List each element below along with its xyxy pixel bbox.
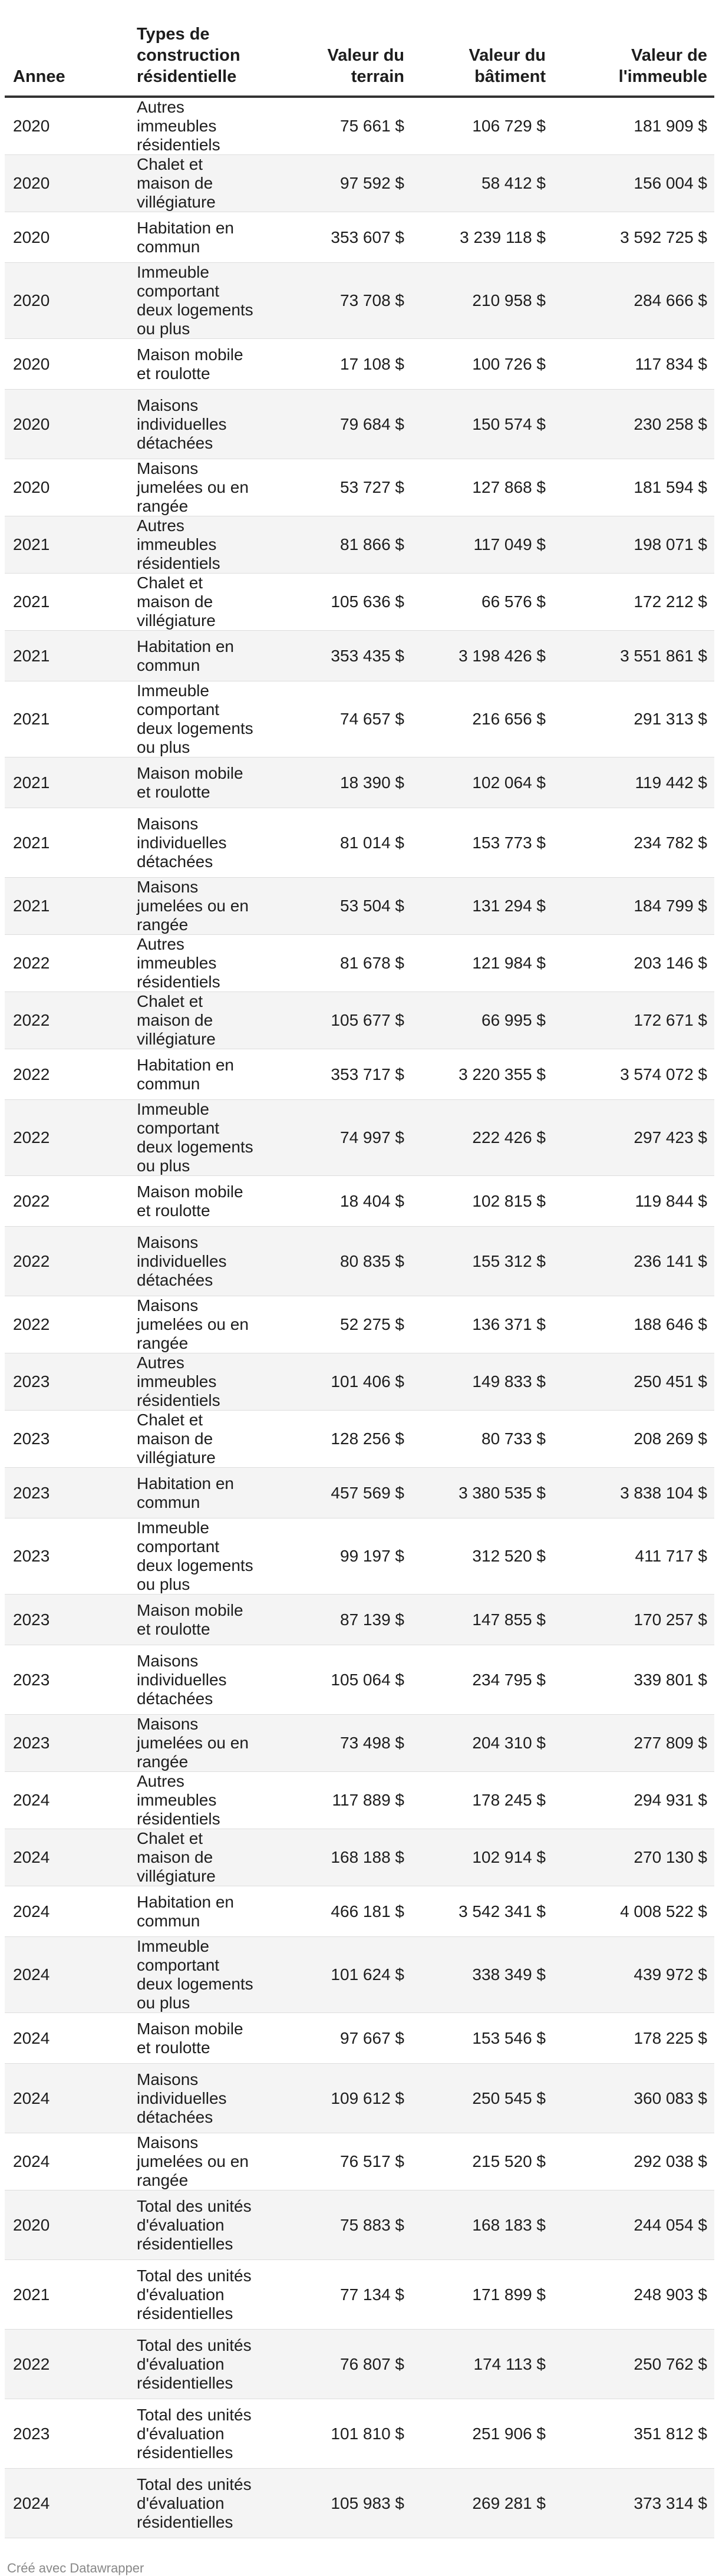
table-row bbox=[5, 212, 714, 263]
cell-land-value: 457 569 $ bbox=[264, 1468, 411, 1518]
cell-land-value: 101 624 $ bbox=[264, 1937, 411, 2013]
cell-land-value: 105 983 $ bbox=[264, 2469, 411, 2538]
cell-type: Habitation en commun bbox=[128, 1886, 264, 1937]
cell-type: Autres immeubles résidentiels bbox=[128, 935, 264, 992]
cell-land-value: 73 498 $ bbox=[264, 1715, 411, 1772]
cell-type: Autres immeubles résidentiels bbox=[128, 516, 264, 574]
table-row bbox=[5, 631, 714, 681]
data-table bbox=[5, 24, 714, 2538]
cell-year: 2022 bbox=[5, 1296, 128, 1353]
cell-year: 2023 bbox=[5, 1595, 128, 1645]
cell-total-value: 236 141 $ bbox=[553, 1227, 714, 1296]
cell-building-value: 168 183 $ bbox=[411, 2190, 553, 2260]
cell-type: Chalet et maison de villégiature bbox=[128, 1411, 264, 1468]
cell-land-value: 109 612 $ bbox=[264, 2064, 411, 2133]
cell-year: 2020 bbox=[5, 212, 128, 263]
table-row bbox=[5, 263, 714, 339]
table-row bbox=[5, 339, 714, 390]
cell-type: Total des unités d'évaluation résidentielles bbox=[128, 2190, 264, 2260]
cell-total-value: 297 423 $ bbox=[553, 1100, 714, 1176]
table-row bbox=[5, 1715, 714, 1772]
cell-building-value: 204 310 $ bbox=[411, 1715, 553, 1772]
cell-type: Chalet et maison de villégiature bbox=[128, 574, 264, 631]
cell-total-value: 351 812 $ bbox=[553, 2399, 714, 2469]
table-row bbox=[5, 390, 714, 459]
table-row bbox=[5, 1176, 714, 1227]
cell-land-value: 73 708 $ bbox=[264, 263, 411, 339]
cell-type: Maisons individuelles détachées bbox=[128, 2064, 264, 2133]
cell-total-value: 203 146 $ bbox=[553, 935, 714, 992]
cell-year: 2024 bbox=[5, 1829, 128, 1886]
cell-type: Habitation en commun bbox=[128, 631, 264, 681]
cell-building-value: 3 380 535 $ bbox=[411, 1468, 553, 1518]
cell-land-value: 18 390 $ bbox=[264, 757, 411, 808]
cell-year: 2022 bbox=[5, 935, 128, 992]
cell-year: 2021 bbox=[5, 878, 128, 935]
cell-type: Maisons individuelles détachées bbox=[128, 390, 264, 459]
cell-year: 2020 bbox=[5, 339, 128, 390]
cell-land-value: 75 661 $ bbox=[264, 97, 411, 155]
cell-land-value: 74 657 $ bbox=[264, 681, 411, 757]
table-row bbox=[5, 1411, 714, 1468]
cell-building-value: 147 855 $ bbox=[411, 1595, 553, 1645]
cell-type: Maisons jumelées ou en rangée bbox=[128, 2133, 264, 2190]
cell-land-value: 128 256 $ bbox=[264, 1411, 411, 1468]
cell-year: 2024 bbox=[5, 2064, 128, 2133]
table-row bbox=[5, 2133, 714, 2190]
cell-type: Autres immeubles résidentiels bbox=[128, 1772, 264, 1829]
cell-total-value: 339 801 $ bbox=[553, 1645, 714, 1715]
cell-year: 2023 bbox=[5, 1353, 128, 1411]
cell-year: 2023 bbox=[5, 1411, 128, 1468]
table-row bbox=[5, 2469, 714, 2538]
cell-type: Chalet et maison de villégiature bbox=[128, 1829, 264, 1886]
cell-type: Habitation en commun bbox=[128, 1049, 264, 1100]
cell-building-value: 171 899 $ bbox=[411, 2260, 553, 2330]
cell-total-value: 284 666 $ bbox=[553, 263, 714, 339]
table-row bbox=[5, 1227, 714, 1296]
cell-type: Maisons jumelées ou en rangée bbox=[128, 1715, 264, 1772]
cell-year: 2023 bbox=[5, 1645, 128, 1715]
cell-total-value: 170 257 $ bbox=[553, 1595, 714, 1645]
cell-land-value: 76 807 $ bbox=[264, 2330, 411, 2399]
table-row bbox=[5, 1595, 714, 1645]
cell-total-value: 184 799 $ bbox=[553, 878, 714, 935]
cell-type: Maisons individuelles détachées bbox=[128, 1645, 264, 1715]
cell-land-value: 353 607 $ bbox=[264, 212, 411, 263]
cell-land-value: 53 727 $ bbox=[264, 459, 411, 516]
table-row bbox=[5, 1353, 714, 1411]
cell-year: 2020 bbox=[5, 2190, 128, 2260]
cell-land-value: 97 592 $ bbox=[264, 155, 411, 212]
cell-building-value: 100 726 $ bbox=[411, 339, 553, 390]
cell-total-value: 4 008 522 $ bbox=[553, 1886, 714, 1937]
cell-type: Immeuble comportant deux logements ou plus bbox=[128, 1100, 264, 1176]
header-land-value[interactable]: Valeur du terrain bbox=[264, 24, 411, 97]
cell-land-value: 81 678 $ bbox=[264, 935, 411, 992]
cell-land-value: 53 504 $ bbox=[264, 878, 411, 935]
cell-building-value: 121 984 $ bbox=[411, 935, 553, 992]
cell-land-value: 80 835 $ bbox=[264, 1227, 411, 1296]
header-row bbox=[5, 24, 714, 97]
cell-land-value: 74 997 $ bbox=[264, 1100, 411, 1176]
table-row bbox=[5, 97, 714, 155]
cell-total-value: 234 782 $ bbox=[553, 808, 714, 878]
cell-year: 2021 bbox=[5, 574, 128, 631]
table-row bbox=[5, 1049, 714, 1100]
cell-land-value: 353 435 $ bbox=[264, 631, 411, 681]
table-header bbox=[5, 24, 714, 97]
table-row bbox=[5, 516, 714, 574]
cell-total-value: 373 314 $ bbox=[553, 2469, 714, 2538]
cell-year: 2024 bbox=[5, 2013, 128, 2064]
cell-total-value: 291 313 $ bbox=[553, 681, 714, 757]
cell-type: Chalet et maison de villégiature bbox=[128, 992, 264, 1049]
cell-total-value: 172 671 $ bbox=[553, 992, 714, 1049]
cell-total-value: 3 592 725 $ bbox=[553, 212, 714, 263]
cell-total-value: 250 762 $ bbox=[553, 2330, 714, 2399]
table-row bbox=[5, 2260, 714, 2330]
cell-building-value: 150 574 $ bbox=[411, 390, 553, 459]
cell-type: Maison mobile et roulotte bbox=[128, 1176, 264, 1227]
cell-building-value: 210 958 $ bbox=[411, 263, 553, 339]
cell-year: 2020 bbox=[5, 390, 128, 459]
cell-year: 2021 bbox=[5, 757, 128, 808]
cell-building-value: 178 245 $ bbox=[411, 1772, 553, 1829]
cell-land-value: 101 810 $ bbox=[264, 2399, 411, 2469]
cell-land-value: 353 717 $ bbox=[264, 1049, 411, 1100]
cell-land-value: 101 406 $ bbox=[264, 1353, 411, 1411]
cell-type: Immeuble comportant deux logements ou plus bbox=[128, 1518, 264, 1595]
cell-year: 2021 bbox=[5, 681, 128, 757]
cell-building-value: 234 795 $ bbox=[411, 1645, 553, 1715]
cell-total-value: 172 212 $ bbox=[553, 574, 714, 631]
cell-type: Habitation en commun bbox=[128, 212, 264, 263]
cell-total-value: 270 130 $ bbox=[553, 1829, 714, 1886]
cell-total-value: 250 451 $ bbox=[553, 1353, 714, 1411]
cell-total-value: 208 269 $ bbox=[553, 1411, 714, 1468]
cell-type: Autres immeubles résidentiels bbox=[128, 1353, 264, 1411]
cell-type: Maisons jumelées ou en rangée bbox=[128, 1296, 264, 1353]
cell-land-value: 18 404 $ bbox=[264, 1176, 411, 1227]
cell-building-value: 58 412 $ bbox=[411, 155, 553, 212]
cell-year: 2022 bbox=[5, 1049, 128, 1100]
cell-type: Maisons jumelées ou en rangée bbox=[128, 878, 264, 935]
table-row bbox=[5, 1100, 714, 1176]
cell-building-value: 3 239 118 $ bbox=[411, 212, 553, 263]
table-row bbox=[5, 992, 714, 1049]
cell-building-value: 155 312 $ bbox=[411, 1227, 553, 1296]
cell-year: 2021 bbox=[5, 808, 128, 878]
cell-land-value: 168 188 $ bbox=[264, 1829, 411, 1886]
cell-building-value: 215 520 $ bbox=[411, 2133, 553, 2190]
cell-land-value: 76 517 $ bbox=[264, 2133, 411, 2190]
header-year[interactable]: Annee bbox=[5, 24, 128, 97]
cell-type: Maison mobile et roulotte bbox=[128, 757, 264, 808]
cell-building-value: 127 868 $ bbox=[411, 459, 553, 516]
cell-building-value: 66 576 $ bbox=[411, 574, 553, 631]
cell-year: 2024 bbox=[5, 2469, 128, 2538]
cell-total-value: 178 225 $ bbox=[553, 2013, 714, 2064]
cell-type: Total des unités d'évaluation résidentielles bbox=[128, 2469, 264, 2538]
cell-building-value: 102 064 $ bbox=[411, 757, 553, 808]
cell-building-value: 102 815 $ bbox=[411, 1176, 553, 1227]
cell-type: Habitation en commun bbox=[128, 1468, 264, 1518]
cell-year: 2021 bbox=[5, 516, 128, 574]
cell-year: 2022 bbox=[5, 2330, 128, 2399]
cell-building-value: 338 349 $ bbox=[411, 1937, 553, 2013]
table-row bbox=[5, 2399, 714, 2469]
cell-year: 2023 bbox=[5, 1715, 128, 1772]
cell-total-value: 3 551 861 $ bbox=[553, 631, 714, 681]
cell-year: 2024 bbox=[5, 2133, 128, 2190]
datawrapper-credit: Créé avec Datawrapper bbox=[7, 2561, 144, 2575]
cell-land-value: 97 667 $ bbox=[264, 2013, 411, 2064]
cell-year: 2023 bbox=[5, 2399, 128, 2469]
table-row bbox=[5, 1772, 714, 1829]
cell-building-value: 66 995 $ bbox=[411, 992, 553, 1049]
table-body bbox=[5, 97, 714, 2538]
table-row bbox=[5, 459, 714, 516]
table-row bbox=[5, 2330, 714, 2399]
cell-total-value: 119 442 $ bbox=[553, 757, 714, 808]
cell-total-value: 294 931 $ bbox=[553, 1772, 714, 1829]
table-row bbox=[5, 155, 714, 212]
cell-land-value: 105 677 $ bbox=[264, 992, 411, 1049]
cell-land-value: 75 883 $ bbox=[264, 2190, 411, 2260]
cell-year: 2023 bbox=[5, 1468, 128, 1518]
cell-year: 2022 bbox=[5, 1227, 128, 1296]
cell-year: 2023 bbox=[5, 1518, 128, 1595]
cell-type: Total des unités d'évaluation résidentielles bbox=[128, 2330, 264, 2399]
cell-year: 2021 bbox=[5, 2260, 128, 2330]
cell-total-value: 119 844 $ bbox=[553, 1176, 714, 1227]
cell-building-value: 117 049 $ bbox=[411, 516, 553, 574]
cell-type: Autres immeubles résidentiels bbox=[128, 97, 264, 155]
cell-total-value: 244 054 $ bbox=[553, 2190, 714, 2260]
table-row bbox=[5, 1886, 714, 1937]
cell-building-value: 312 520 $ bbox=[411, 1518, 553, 1595]
table-row bbox=[5, 681, 714, 757]
cell-total-value: 248 903 $ bbox=[553, 2260, 714, 2330]
cell-building-value: 3 198 426 $ bbox=[411, 631, 553, 681]
cell-total-value: 439 972 $ bbox=[553, 1937, 714, 2013]
cell-type: Chalet et maison de villégiature bbox=[128, 155, 264, 212]
cell-land-value: 81 014 $ bbox=[264, 808, 411, 878]
cell-type: Maison mobile et roulotte bbox=[128, 339, 264, 390]
cell-land-value: 87 139 $ bbox=[264, 1595, 411, 1645]
cell-type: Maison mobile et roulotte bbox=[128, 1595, 264, 1645]
cell-year: 2024 bbox=[5, 1772, 128, 1829]
table-row bbox=[5, 2013, 714, 2064]
cell-building-value: 222 426 $ bbox=[411, 1100, 553, 1176]
cell-total-value: 198 071 $ bbox=[553, 516, 714, 574]
cell-building-value: 80 733 $ bbox=[411, 1411, 553, 1468]
table-row bbox=[5, 1518, 714, 1595]
cell-type: Immeuble comportant deux logements ou plus bbox=[128, 1937, 264, 2013]
cell-type: Total des unités d'évaluation résidentielles bbox=[128, 2260, 264, 2330]
cell-total-value: 156 004 $ bbox=[553, 155, 714, 212]
cell-year: 2022 bbox=[5, 992, 128, 1049]
cell-building-value: 153 546 $ bbox=[411, 2013, 553, 2064]
cell-land-value: 79 684 $ bbox=[264, 390, 411, 459]
cell-year: 2022 bbox=[5, 1100, 128, 1176]
cell-type: Immeuble comportant deux logements ou plus bbox=[128, 263, 264, 339]
cell-total-value: 3 574 072 $ bbox=[553, 1049, 714, 1100]
cell-land-value: 105 064 $ bbox=[264, 1645, 411, 1715]
cell-land-value: 52 275 $ bbox=[264, 1296, 411, 1353]
cell-total-value: 292 038 $ bbox=[553, 2133, 714, 2190]
header-total-value[interactable]: Valeur de l'immeuble bbox=[553, 24, 714, 97]
cell-total-value: 411 717 $ bbox=[553, 1518, 714, 1595]
cell-land-value: 17 108 $ bbox=[264, 339, 411, 390]
table-row bbox=[5, 808, 714, 878]
cell-land-value: 99 197 $ bbox=[264, 1518, 411, 1595]
cell-total-value: 188 646 $ bbox=[553, 1296, 714, 1353]
table-row bbox=[5, 1468, 714, 1518]
cell-building-value: 250 545 $ bbox=[411, 2064, 553, 2133]
cell-building-value: 3 220 355 $ bbox=[411, 1049, 553, 1100]
cell-year: 2020 bbox=[5, 459, 128, 516]
table-row bbox=[5, 1645, 714, 1715]
cell-type: Maisons jumelées ou en rangée bbox=[128, 459, 264, 516]
cell-building-value: 251 906 $ bbox=[411, 2399, 553, 2469]
cell-building-value: 149 833 $ bbox=[411, 1353, 553, 1411]
cell-building-value: 216 656 $ bbox=[411, 681, 553, 757]
table-row bbox=[5, 1937, 714, 2013]
table-row bbox=[5, 2064, 714, 2133]
cell-year: 2021 bbox=[5, 631, 128, 681]
cell-total-value: 181 909 $ bbox=[553, 97, 714, 155]
cell-building-value: 131 294 $ bbox=[411, 878, 553, 935]
cell-type: Maisons individuelles détachées bbox=[128, 1227, 264, 1296]
cell-building-value: 153 773 $ bbox=[411, 808, 553, 878]
cell-land-value: 105 636 $ bbox=[264, 574, 411, 631]
cell-land-value: 117 889 $ bbox=[264, 1772, 411, 1829]
cell-year: 2020 bbox=[5, 97, 128, 155]
cell-year: 2024 bbox=[5, 1886, 128, 1937]
cell-building-value: 102 914 $ bbox=[411, 1829, 553, 1886]
cell-building-value: 106 729 $ bbox=[411, 97, 553, 155]
table-row bbox=[5, 1296, 714, 1353]
header-type[interactable]: Types de construction résidentielle bbox=[128, 24, 264, 97]
cell-land-value: 77 134 $ bbox=[264, 2260, 411, 2330]
table-row bbox=[5, 1829, 714, 1886]
cell-land-value: 466 181 $ bbox=[264, 1886, 411, 1937]
cell-year: 2024 bbox=[5, 1937, 128, 2013]
cell-type: Immeuble comportant deux logements ou plus bbox=[128, 681, 264, 757]
header-building-value[interactable]: Valeur du bâtiment bbox=[411, 24, 553, 97]
table-row bbox=[5, 878, 714, 935]
cell-total-value: 3 838 104 $ bbox=[553, 1468, 714, 1518]
cell-type: Total des unités d'évaluation résidentielles bbox=[128, 2399, 264, 2469]
cell-year: 2022 bbox=[5, 1176, 128, 1227]
cell-building-value: 269 281 $ bbox=[411, 2469, 553, 2538]
cell-building-value: 136 371 $ bbox=[411, 1296, 553, 1353]
cell-type: Maisons individuelles détachées bbox=[128, 808, 264, 878]
table-row bbox=[5, 935, 714, 992]
table-row bbox=[5, 757, 714, 808]
cell-year: 2020 bbox=[5, 263, 128, 339]
cell-total-value: 117 834 $ bbox=[553, 339, 714, 390]
table-row bbox=[5, 574, 714, 631]
cell-total-value: 230 258 $ bbox=[553, 390, 714, 459]
cell-land-value: 81 866 $ bbox=[264, 516, 411, 574]
table-row bbox=[5, 2190, 714, 2260]
cell-total-value: 360 083 $ bbox=[553, 2064, 714, 2133]
cell-building-value: 174 113 $ bbox=[411, 2330, 553, 2399]
cell-type: Maison mobile et roulotte bbox=[128, 2013, 264, 2064]
cell-total-value: 181 594 $ bbox=[553, 459, 714, 516]
cell-year: 2020 bbox=[5, 155, 128, 212]
cell-total-value: 277 809 $ bbox=[553, 1715, 714, 1772]
cell-building-value: 3 542 341 $ bbox=[411, 1886, 553, 1937]
